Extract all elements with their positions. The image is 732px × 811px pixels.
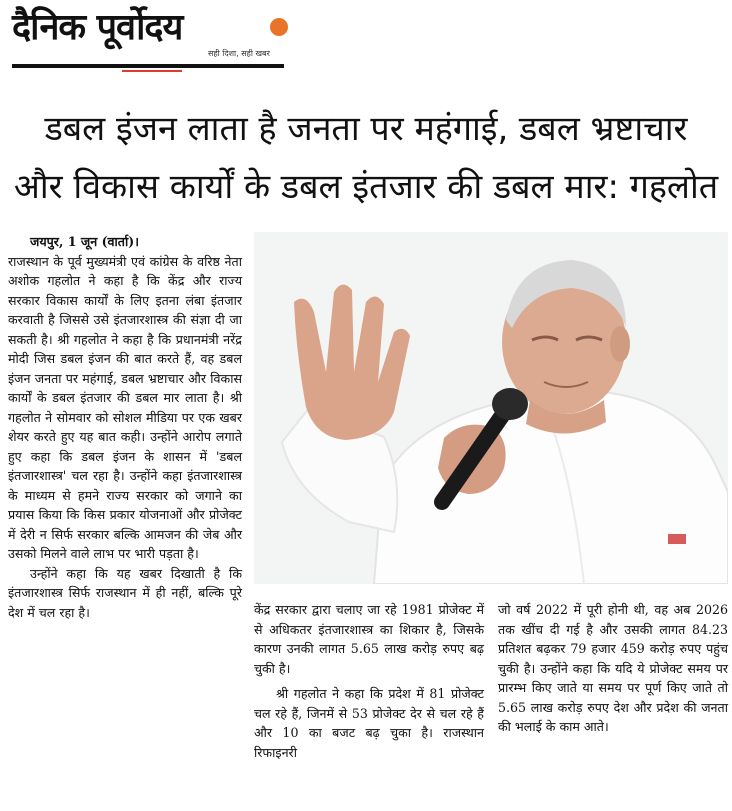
dateline: जयपुर, 1 जून (वार्ता)।: [30, 234, 139, 249]
masthead: [12, 6, 284, 74]
masthead-accent-rule: [122, 70, 182, 72]
masthead-rule: [12, 64, 284, 68]
article-column-3: [498, 600, 728, 737]
person-with-microphone-photo-icon: [254, 232, 728, 584]
paragraph-3: केंद्र सरकार द्वारा चलाए जा रहे 1981 प्रोजेक्ट में से अधिकतर इंतजारशास्त्र का शिकार है, जिसके कारण उनकी लागत 5.65 लाख करोड़ रुपए बढ़ चुकी है।: [254, 602, 484, 676]
headline-line-1: डबल इंजन लाता है जनता पर महंगाई, डबल भ्रष्टाचार: [44, 109, 688, 149]
paragraph-1: राजस्थान के पूर्व मुख्यमंत्री एवं कांग्रेस के वरिष्ठ नेता अशोक गहलोत ने कहा है कि केंद्र और राज्य सरकार विकास कार्यों के लिए इतना लंबा इंतजार करवाती है जिससे उसे इंतजारशास्त्र की संज्ञा दी जा सकती है। श्री गहलोत ने कहा है कि प्रधानमंत्री नरेंद्र मोदी जिस डबल इंजन की बात करते हैं, वह डबल इंजन जनता पर महंगाई, डबल भ्रष्टाचार और विकास कार्यों के डबल इंतजार की डबल मार लाता है। श्री गहलोत ने सोमवार को सोशल मीडिया पर एक खबर शेयर करते हुए यह बात कही। उन्होंने आरोप लगाते हुए कहा कि डबल इंजन के शासन में 'डबल इंतजारशास्त्र' चल रहा है। उन्होंने कहा इंतजारशास्त्र के माध्यम से हमने राज्य सरकार को जगाने का प्रयास किया कि किस प्रकार योजनाओं और प्रोजेक्ट में देरी न सिर्फ सरकार बल्कि आमजन की जेब और उसको मिलने वाले लाभ पर भारी पड़ता है।: [8, 253, 242, 561]
article-photo: [254, 232, 728, 584]
paragraph-2: उन्होंने कहा कि यह खबर दिखाती है कि इंतजारशास्त्र सिर्फ राजस्थान में ही नहीं, बल्कि पूरे देश में चल रहा है।: [8, 565, 242, 620]
masthead-tagline: सही दिशा, सही खबर: [208, 49, 270, 58]
masthead-title: दैनिक पूर्वोदय: [12, 7, 183, 48]
paragraph-4: श्री गहलोत ने कहा कि प्रदेश में 81 प्रोजेक्ट चल रहे हैं, जिनमें से 53 प्रोजेक्ट देर से चल रहे हैं और 10 का बजट बढ़ चुका है। राजस्थान रिफाइनरी: [254, 686, 484, 760]
paragraph-5: जो वर्ष 2022 में पूरी होनी थी, वह अब 2026 तक खींच दी गई है और उसकी लागत 84.23 प्रतिशत बढ़कर 79 हजार 459 करोड़ रुपए पहुंच चुकी है। उन्होंने कहा कि यदि ये प्रोजेक्ट समय पर प्रारम्भ किए जाते या समय पर पूर्ण किए जाते तो 5.65 लाख करोड़ रुपए देश और प्रदेश की जनता की भलाई के काम आते।: [498, 602, 728, 734]
article-column-1: [8, 232, 242, 622]
article-headline: [4, 100, 728, 216]
headline-line-2: और विकास कार्यों के डबल इंतजार की डबल मार: गहलोत: [13, 167, 719, 207]
article-column-2: [254, 600, 484, 762]
masthead-logo-dot-icon: [270, 18, 288, 36]
